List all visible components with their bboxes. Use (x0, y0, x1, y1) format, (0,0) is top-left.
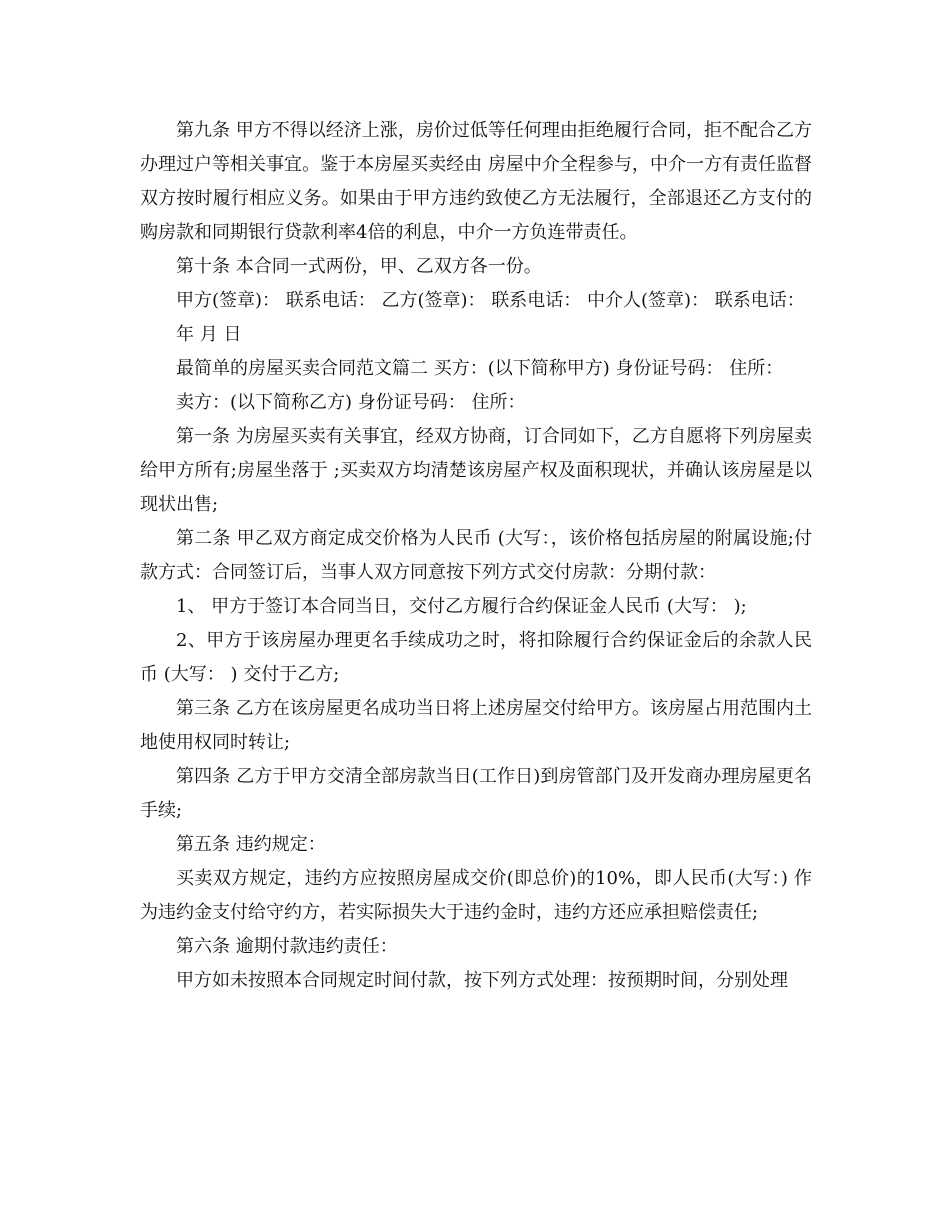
paragraph-contract-two-buyer: 最简单的房屋买卖合同范文篇二 买方：(以下简称甲方) 身份证号码： 住所： (176, 358, 784, 379)
paragraph-article-10: 第十条 本合同一式两份，甲、乙双方各一份。 (176, 256, 542, 277)
paragraph-article-3: 第三条 乙方在该房屋更名成功当日将上述房屋交付给甲方。该房屋占用范围内土地使用权同时转让; (140, 698, 812, 753)
paragraph-article-2: 第二条 甲乙双方商定成交价格为人民币 (大写：，该价格包括房屋的附属设施;付款方式：合同签订后，当事人双方同意按下列方式交付房款：分期付款： (140, 528, 812, 583)
paragraph-article-6: 第六条 逾期付款违约责任： (176, 936, 398, 957)
paragraph-article-5: 第五条 违约规定： (176, 834, 326, 855)
paragraph-article-9: 第九条 甲方不得以经济上涨，房价过低等任何理由拒绝履行合同，拒不配合乙方办理过户等相关事宜。鉴于本房屋买卖经由 房屋中介全程参与，中介一方有责任监督双方按时履行相应义务。如果由于甲方违约致使乙方无法履行，全部退还乙方支付的购房款和同期银行贷款利率4倍的利息，中介一方负连带责任。 (140, 120, 812, 243)
paragraph-payment-1: 1、 甲方于签订本合同当日，交付乙方履行合约保证金人民币 (大写： ); (176, 596, 747, 617)
paragraph-signatures: 甲方(签章)： 联系电话： 乙方(签章)： 联系电话： 中介人(签章)： 联系电话： (176, 290, 805, 311)
paragraph-payment-2: 2、甲方于该房屋办理更名手续成功之时，将扣除履行合约保证金后的余款人民币 (大写： ) 交付于乙方; (140, 630, 812, 685)
paragraph-seller: 卖方：(以下简称乙方) 身份证号码： 住所： (176, 392, 526, 413)
paragraph-article-4: 第四条 乙方于甲方交清全部房款当日(工作日)到房管部门及开发商办理房屋更名手续; (140, 766, 812, 821)
paragraph-date: 年 月 日 (176, 324, 242, 345)
document-body (140, 114, 812, 998)
paragraph-breach-rules: 买卖双方规定，违约方应按照房屋成交价(即总价)的10%，即人民币(大写：) 作为违约金支付给守约方，若实际损失大于违约金时，违约方还应承担赔偿责任; (140, 868, 812, 923)
paragraph-article-1: 第一条 为房屋买卖有关事宜，经双方协商，订合同如下，乙方自愿将下列房屋卖给甲方所有;房屋坐落于 ;买卖双方均清楚该房屋产权及面积现状，并确认该房屋是以现状出售; (140, 426, 812, 515)
paragraph-late-payment: 甲方如未按照本合同规定时间付款，按下列方式处理：按预期时间，分别处理 (176, 970, 788, 991)
